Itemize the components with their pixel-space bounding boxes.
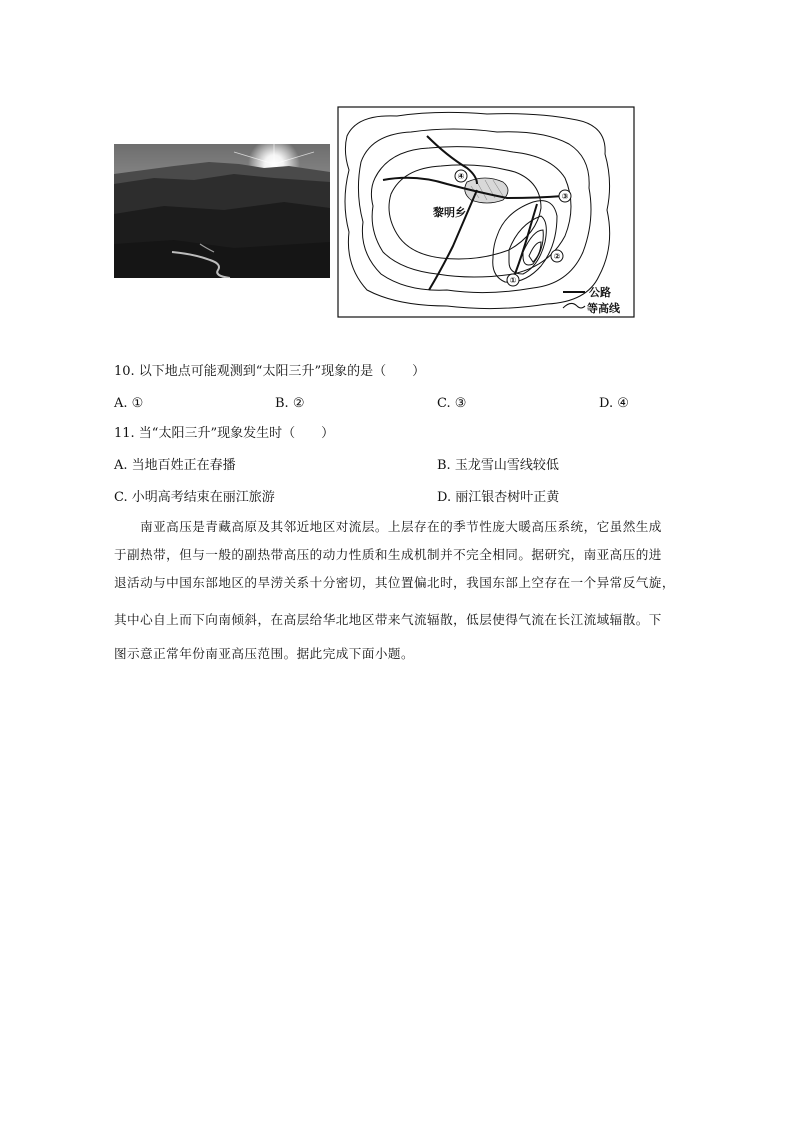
- passage-line-2: 于副热带，但与一般的副热带高压的动力性质和生成机制并不完全相同。据研究，南亚高压的进: [114, 547, 662, 562]
- question-10-option-c: C. ③: [437, 396, 467, 411]
- marker-3: ③: [561, 192, 569, 201]
- passage-line-1: 南亚高压是青藏高原及其邻近地区对流层。上层存在的季节性庞大暖高压系统，它虽然生成: [114, 519, 662, 534]
- contour-map-drawing: [337, 106, 635, 318]
- passage-line-4: 其中心自上而下向南倾斜，在高层给华北地区带来气流辐散，低层使得气流在长江流域辐散。下: [114, 612, 662, 627]
- passage-line-5: 图示意正常年份南亚高压范围。据此完成下面小题。: [114, 646, 415, 661]
- village-label: 黎明乡: [433, 206, 466, 219]
- question-10-option-d: D. ④: [599, 396, 629, 411]
- passage-line-3: 退活动与中国东部地区的旱涝关系十分密切，其位置偏北时，我国东部上空存在一个异常反气旋，: [114, 575, 675, 590]
- question-11-option-b: B. 玉龙雪山雪线较低: [437, 458, 559, 473]
- question-10-option-a: A. ①: [114, 396, 144, 411]
- legend-contour-label: 等高线: [587, 302, 620, 315]
- marker-2: ②: [553, 252, 561, 261]
- question-11-option-c: C. 小明高考结束在丽江旅游: [114, 490, 275, 505]
- sunrise-photo: [114, 144, 330, 278]
- question-11-option-d: D. 丽江银杏树叶正黄: [437, 490, 560, 505]
- question-10-stem: 10. 以下地点可能观测到“太阳三升”现象的是（ ）: [114, 364, 426, 379]
- question-10-option-b: B. ②: [275, 396, 305, 411]
- legend-road-label: 公路: [589, 286, 611, 299]
- question-11-option-a: A. 当地百姓正在春播: [114, 458, 236, 473]
- marker-1: ①: [509, 276, 517, 285]
- question-11-stem: 11. 当“太阳三升”现象发生时（ ）: [114, 426, 335, 441]
- sunrise-photo-drawing: [114, 144, 330, 278]
- marker-4: ④: [457, 172, 465, 181]
- contour-map: [337, 106, 635, 318]
